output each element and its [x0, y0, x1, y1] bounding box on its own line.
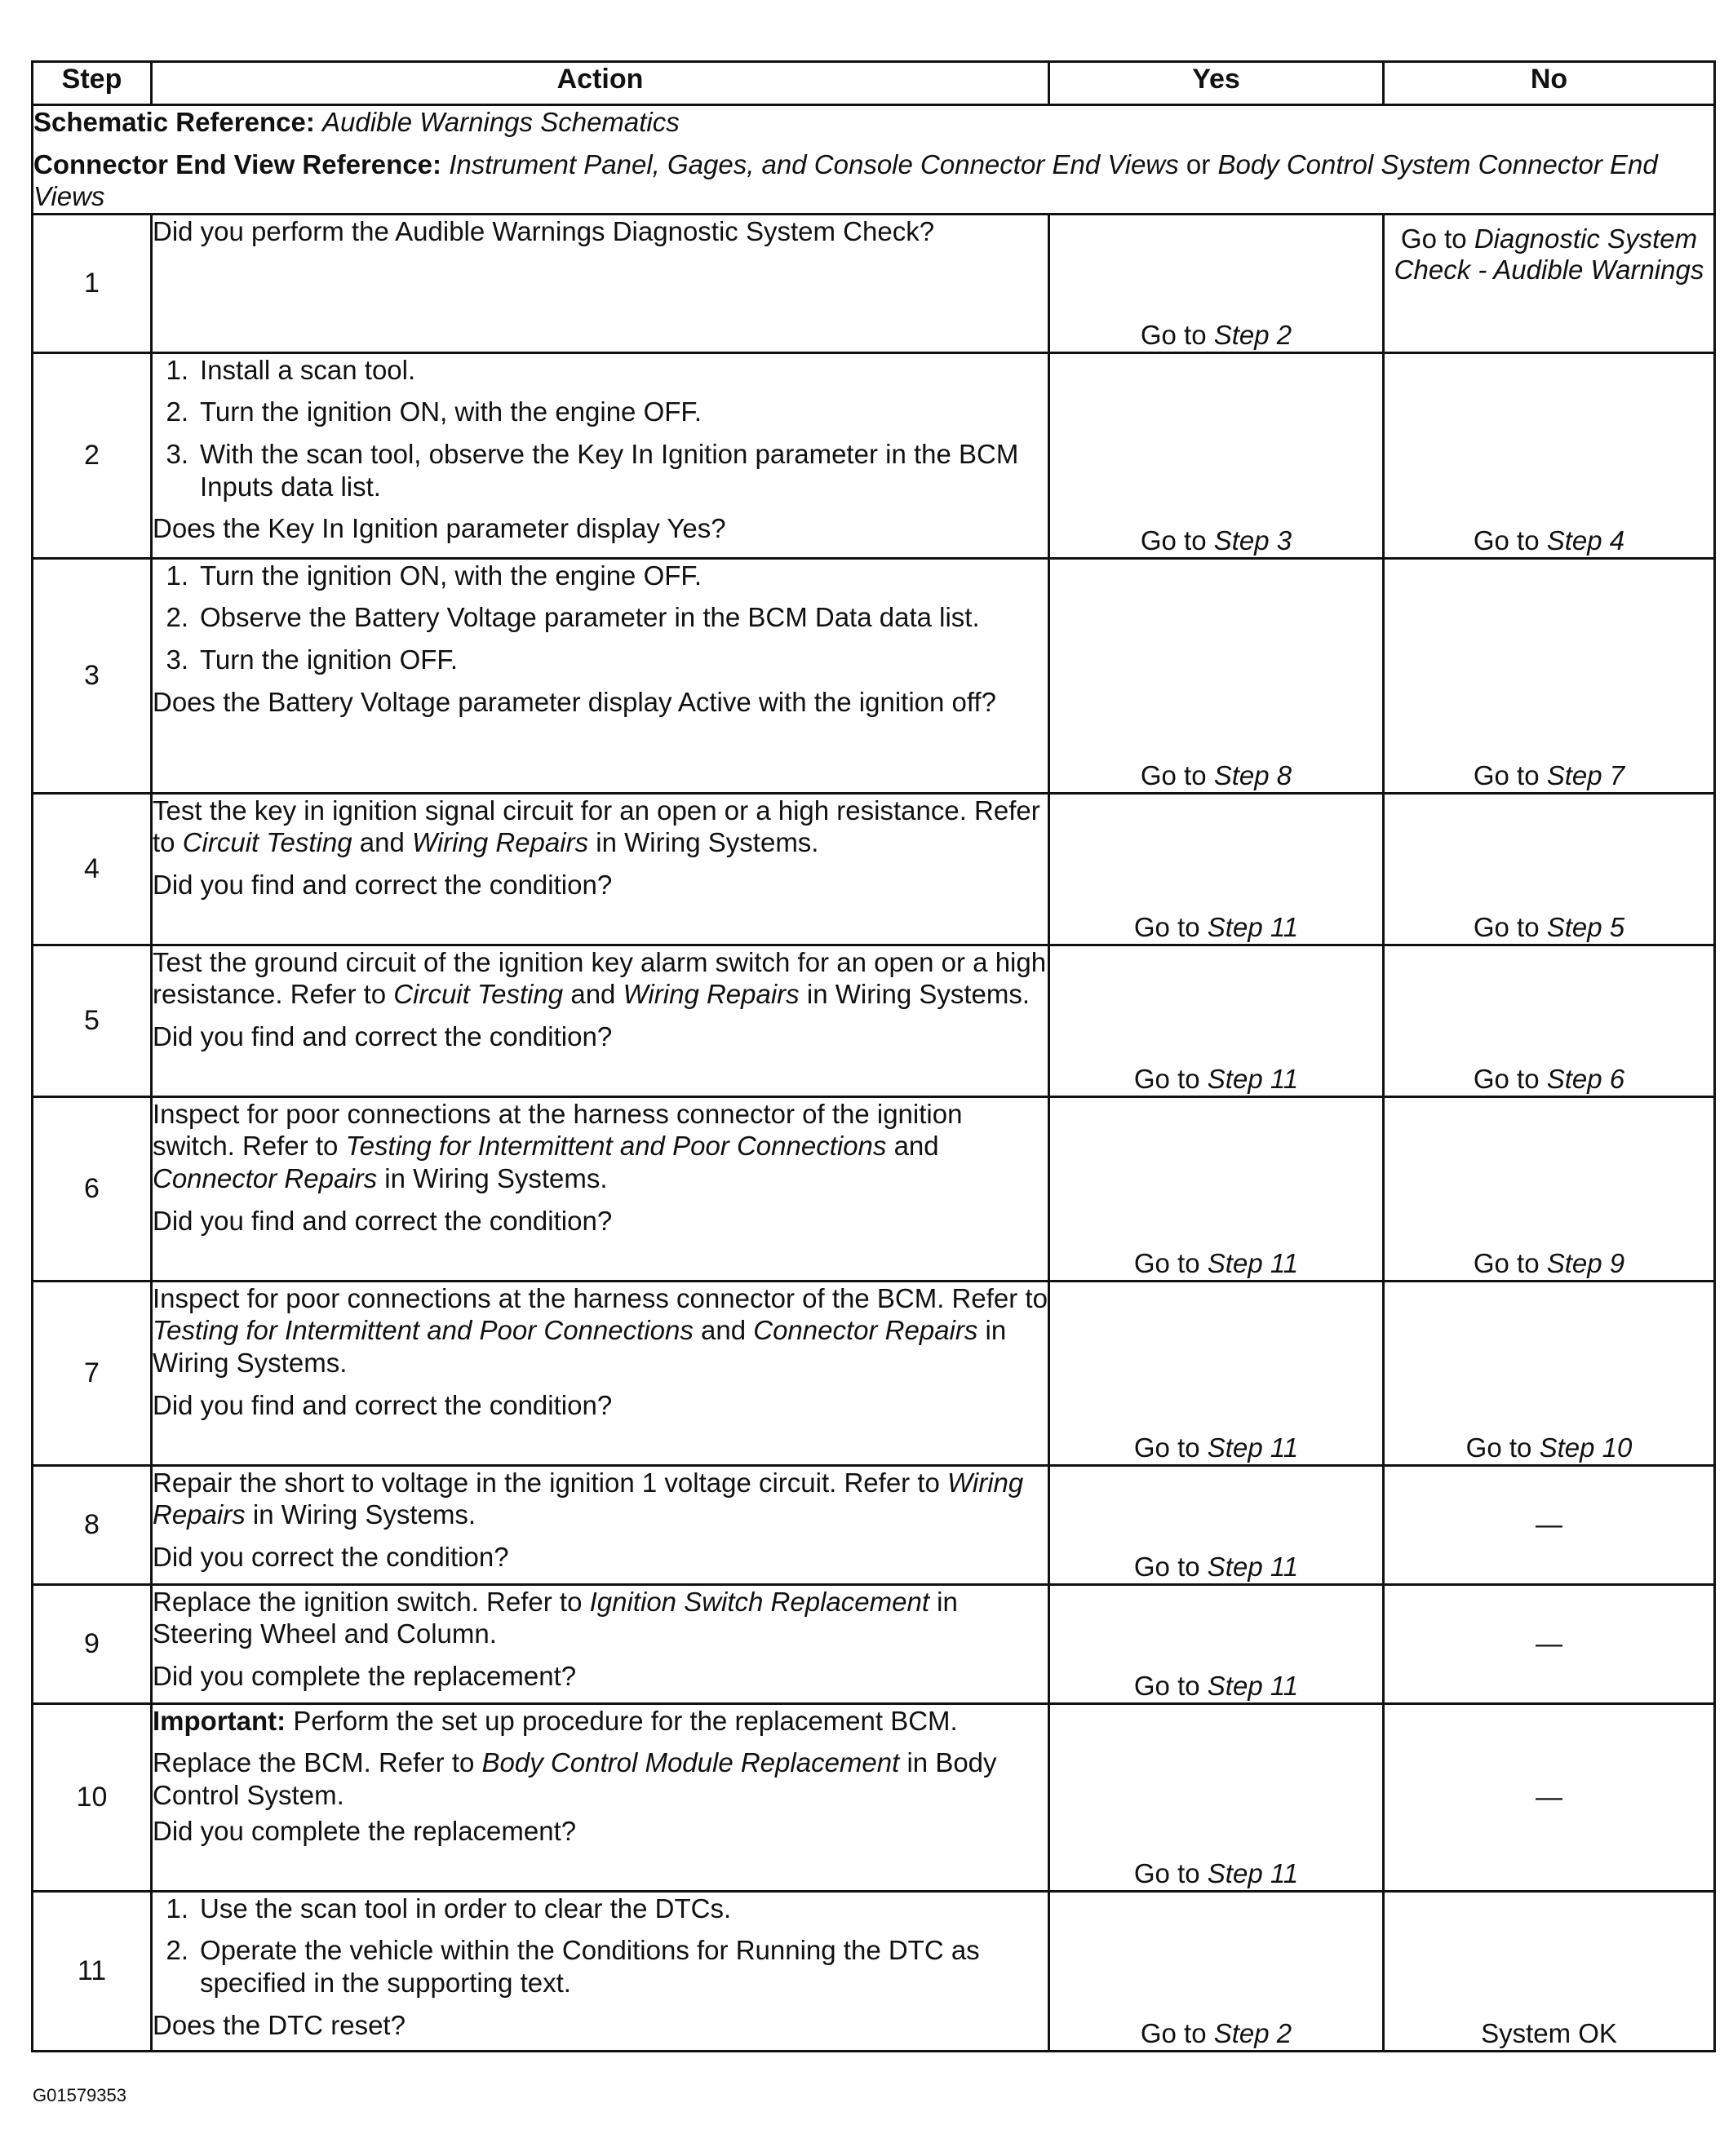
no-prefix: Go to: [1473, 525, 1547, 556]
reference-link[interactable]: Connector Repairs: [753, 1315, 978, 1346]
reference-link[interactable]: Testing for Intermittent and Poor Connections: [345, 1131, 887, 1162]
no-cell: System OK: [1384, 1891, 1715, 2051]
step-list: [153, 560, 1048, 676]
no-cell: —: [1384, 1584, 1715, 1703]
table-row: [33, 945, 1715, 1096]
reference-link[interactable]: Connector Repairs: [153, 1162, 378, 1193]
no-cell: —: [1384, 1703, 1715, 1891]
action-cell: [152, 1096, 1049, 1281]
instruction-text-part: in Wiring Systems.: [377, 1162, 608, 1193]
yes-cell: [1049, 214, 1384, 352]
list-item: [153, 601, 1048, 634]
yes-step-link[interactable]: Step 11: [1207, 1248, 1299, 1279]
instruction-text-part: in Wiring Systems.: [153, 1315, 1007, 1378]
no-cell: [1384, 1281, 1715, 1465]
table-header-row: [33, 62, 1715, 105]
question-text: Does the Battery Voltage parameter display Active with the ignition off?: [153, 686, 996, 717]
list-item-number: 2.: [166, 1935, 188, 1966]
list-item-number: 1.: [166, 560, 188, 591]
no-prefix: Go to: [1473, 912, 1547, 943]
schematic-reference-label: Schematic Reference:: [33, 107, 315, 137]
no-step-link[interactable]: Step 9: [1546, 1248, 1625, 1279]
instruction-text-part: in Wiring Systems.: [799, 979, 1030, 1010]
header-yes: Yes: [1049, 62, 1384, 105]
step-number: 10: [33, 1703, 152, 1891]
list-item-text: Observe the Battery Voltage parameter in the BCM Data data list.: [200, 602, 980, 633]
no-prefix: Go to: [1473, 1064, 1547, 1095]
yes-prefix: Go to: [1133, 912, 1208, 943]
step-number: 4: [33, 793, 152, 945]
instruction-text: [153, 1282, 1048, 1379]
instruction-text-part: Test the ground circuit of the ignition key alarm switch for an open or a high resistance. Refer to: [153, 946, 1047, 1010]
diagnostic-table: [31, 60, 1716, 2052]
reference-link[interactable]: Circuit Testing: [393, 979, 564, 1010]
connector-reference-link-1[interactable]: Instrument Panel, Gages, and Console Connector End Views: [449, 148, 1179, 179]
list-item-number: 1.: [166, 1893, 188, 1924]
important-note: [153, 1705, 1048, 1738]
question-text: Did you perform the Audible Warnings Diagnostic System Check?: [153, 215, 935, 246]
instruction-text-part: in Body Control System.: [153, 1747, 997, 1810]
yes-cell: [1049, 352, 1384, 558]
yes-step-link[interactable]: Step 11: [1207, 1671, 1299, 1702]
step-number: 1: [33, 214, 152, 352]
list-item-number: 3.: [166, 644, 188, 675]
step-number: 3: [33, 558, 152, 793]
instruction-text: [153, 946, 1048, 1011]
no-cell: [1384, 214, 1715, 352]
list-item-text: With the scan tool, observe the Key In Ignition parameter in the BCM Inputs data list.: [200, 438, 1019, 502]
yes-step-link[interactable]: Step 11: [1207, 1858, 1299, 1889]
yes-step-link[interactable]: Step 2: [1213, 2018, 1292, 2049]
list-item: [153, 1893, 1048, 1925]
list-item: [153, 560, 1048, 592]
instruction-text-part: Replace the ignition switch. Refer to: [153, 1586, 590, 1617]
yes-cell: [1049, 793, 1384, 945]
question-text: Did you find and correct the condition?: [153, 1205, 613, 1236]
no-prefix: Go to: [1473, 1248, 1547, 1279]
instruction-text: [153, 1098, 1048, 1195]
yes-step-link[interactable]: Step 3: [1213, 525, 1292, 556]
yes-prefix: Go to: [1140, 320, 1214, 351]
no-prefix: Go to: [1465, 1432, 1540, 1463]
header-no: No: [1384, 62, 1715, 105]
list-item: [153, 354, 1048, 387]
yes-prefix: Go to: [1133, 1432, 1208, 1463]
instruction-text-part: and: [563, 979, 623, 1010]
instruction-text-part: Replace the BCM. Refer to: [153, 1747, 482, 1778]
instruction-text-part: Inspect for poor connections at the harness connector of the BCM. Refer to: [153, 1282, 1048, 1313]
connector-reference: [33, 148, 1713, 213]
instruction-text-part: in Wiring Systems.: [245, 1499, 476, 1530]
yes-prefix: Go to: [1133, 1552, 1208, 1583]
list-item-number: 1.: [166, 354, 188, 385]
list-item-number: 2.: [166, 396, 188, 427]
no-cell: [1384, 352, 1715, 558]
figure-code: G01579353: [33, 2085, 126, 2105]
question-text: Did you find and correct the condition?: [153, 1020, 613, 1051]
instruction-text-part: Repair the short to voltage in the ignition 1 voltage circuit. Refer to: [153, 1467, 948, 1498]
yes-step-link[interactable]: Step 11: [1207, 1432, 1299, 1463]
list-item-number: 2.: [166, 602, 188, 633]
yes-prefix: Go to: [1140, 760, 1214, 791]
no-step-link[interactable]: Step 7: [1546, 760, 1625, 791]
action-cell: [152, 1281, 1049, 1465]
table-row: [33, 793, 1715, 945]
no-step-link[interactable]: Step 10: [1539, 1432, 1633, 1463]
reference-link[interactable]: Wiring Repairs: [153, 1467, 1024, 1530]
yes-cell: [1049, 1096, 1384, 1281]
list-item-text: Turn the ignition ON, with the engine OFF.: [200, 560, 703, 591]
no-step-link[interactable]: Diagnostic System Check - Audible Warnings: [1394, 223, 1704, 285]
question-text: Does the Key In Ignition parameter display Yes?: [153, 513, 726, 544]
list-item-number: 3.: [166, 438, 188, 469]
important-text: Perform the set up procedure for the replacement BCM.: [286, 1705, 958, 1736]
no-cell: [1384, 1096, 1715, 1281]
list-item-text: Install a scan tool.: [200, 354, 416, 385]
no-cell: —: [1384, 1465, 1715, 1584]
reference-link[interactable]: Ignition Switch Replacement: [589, 1586, 929, 1617]
question-text: Did you find and correct the condition?: [153, 1389, 613, 1420]
action-cell: [152, 1465, 1049, 1584]
reference-row: [33, 105, 1715, 215]
connector-reference-or: or: [1178, 148, 1218, 179]
schematic-reference: [33, 106, 1713, 139]
action-cell: [152, 352, 1049, 558]
action-cell: [152, 945, 1049, 1096]
list-item-text: Use the scan tool in order to clear the DTCs.: [200, 1893, 732, 1924]
table-row: [33, 1891, 1715, 2051]
table-row: [33, 558, 1715, 793]
yes-prefix: Go to: [1133, 1064, 1208, 1095]
yes-step-link[interactable]: Step 11: [1207, 1064, 1299, 1095]
step-number: 8: [33, 1465, 152, 1584]
yes-cell: [1049, 558, 1384, 793]
instruction-text: [153, 1467, 1048, 1531]
table-row: [33, 1465, 1715, 1584]
reference-link[interactable]: Circuit Testing: [182, 827, 352, 858]
yes-step-link[interactable]: Step 2: [1213, 320, 1292, 351]
step-list: [153, 354, 1048, 502]
action-cell: [152, 1703, 1049, 1891]
header-action: Action: [152, 62, 1049, 105]
instruction-text-part: and: [886, 1131, 939, 1162]
list-item: [153, 644, 1048, 676]
step-number: 7: [33, 1281, 152, 1465]
step-number: 5: [33, 945, 152, 1096]
step-number: 6: [33, 1096, 152, 1281]
header-step: Step: [33, 62, 152, 105]
important-label: Important:: [153, 1705, 286, 1736]
yes-prefix: Go to: [1133, 1858, 1208, 1889]
table-row: [33, 214, 1715, 352]
list-item: [153, 1934, 1048, 1999]
action-cell: [152, 214, 1049, 352]
list-item-text: Operate the vehicle within the Conditions for Running the DTC as specified in the supporting text.: [200, 1935, 980, 1998]
instruction-text: [153, 1746, 1048, 1811]
action-cell: [152, 558, 1049, 793]
reference-link[interactable]: Testing for Intermittent and Poor Connections: [153, 1315, 694, 1346]
action-cell: [152, 1891, 1049, 2051]
table-row: [33, 1703, 1715, 1891]
yes-step-link[interactable]: Step 8: [1213, 760, 1292, 791]
action-cell: [152, 1584, 1049, 1703]
instruction-text-part: in Wiring Systems.: [588, 827, 819, 858]
table-row: [33, 1096, 1715, 1281]
step-number: 11: [33, 1891, 152, 2051]
yes-prefix: Go to: [1140, 2018, 1214, 2049]
instruction-text-part: and: [352, 827, 412, 858]
no-step-link[interactable]: Step 5: [1546, 912, 1625, 943]
yes-step-link[interactable]: Step 11: [1207, 912, 1299, 943]
step-list: [153, 1893, 1048, 1999]
table-row: [33, 1584, 1715, 1703]
step-number: 9: [33, 1584, 152, 1703]
connector-reference-label: Connector End View Reference:: [33, 148, 442, 179]
table-row: [33, 352, 1715, 558]
reference-link[interactable]: Wiring Repairs: [623, 979, 800, 1010]
list-item-text: Turn the ignition ON, with the engine OFF.: [200, 396, 703, 427]
no-step-link[interactable]: Step 6: [1546, 1064, 1625, 1095]
schematic-reference-link[interactable]: Audible Warnings Schematics: [322, 107, 680, 137]
question-text: Did you correct the condition?: [153, 1541, 509, 1572]
no-prefix: Go to: [1473, 760, 1547, 791]
list-item: [153, 396, 1048, 428]
yes-prefix: Go to: [1133, 1248, 1208, 1279]
reference-link[interactable]: Body Control Module Replacement: [481, 1747, 900, 1778]
instruction-text-part: Inspect for poor connections at the harness connector of the ignition switch. Refer to: [153, 1098, 963, 1162]
instruction-text: [153, 795, 1048, 859]
question-text: Did you complete the replacement?: [153, 1815, 577, 1846]
question-text: Did you find and correct the condition?: [153, 869, 613, 900]
no-step-link[interactable]: Step 4: [1546, 525, 1625, 556]
no-cell: [1384, 793, 1715, 945]
no-cell: [1384, 558, 1715, 793]
yes-cell: [1049, 1584, 1384, 1703]
yes-cell: [1049, 945, 1384, 1096]
yes-prefix: Go to: [1140, 525, 1214, 556]
question-text: Did you complete the replacement?: [153, 1660, 577, 1691]
yes-cell: [1049, 1891, 1384, 2051]
action-cell: [152, 793, 1049, 945]
yes-cell: [1049, 1703, 1384, 1891]
question-text: Does the DTC reset?: [153, 2009, 406, 2040]
yes-cell: [1049, 1465, 1384, 1584]
connector-reference-link-2[interactable]: Body Control System Connector End Views: [33, 148, 1658, 212]
instruction-text: [153, 1586, 1048, 1650]
step-number: 2: [33, 352, 152, 558]
yes-cell: [1049, 1281, 1384, 1465]
yes-prefix: Go to: [1133, 1671, 1208, 1702]
instruction-text-part: in Steering Wheel and Column.: [153, 1586, 958, 1649]
instruction-text-part: and: [693, 1315, 754, 1346]
yes-step-link[interactable]: Step 11: [1207, 1552, 1299, 1583]
reference-cell: [33, 105, 1715, 215]
instruction-text-part: Test the key in ignition signal circuit for an open or a high resistance. Refer to: [153, 795, 1040, 858]
no-prefix: Go to: [1400, 223, 1474, 254]
table-row: [33, 1281, 1715, 1465]
no-cell: [1384, 945, 1715, 1096]
list-item-text: Turn the ignition OFF.: [200, 644, 459, 675]
list-item: [153, 438, 1048, 502]
reference-link[interactable]: Wiring Repairs: [411, 827, 589, 858]
